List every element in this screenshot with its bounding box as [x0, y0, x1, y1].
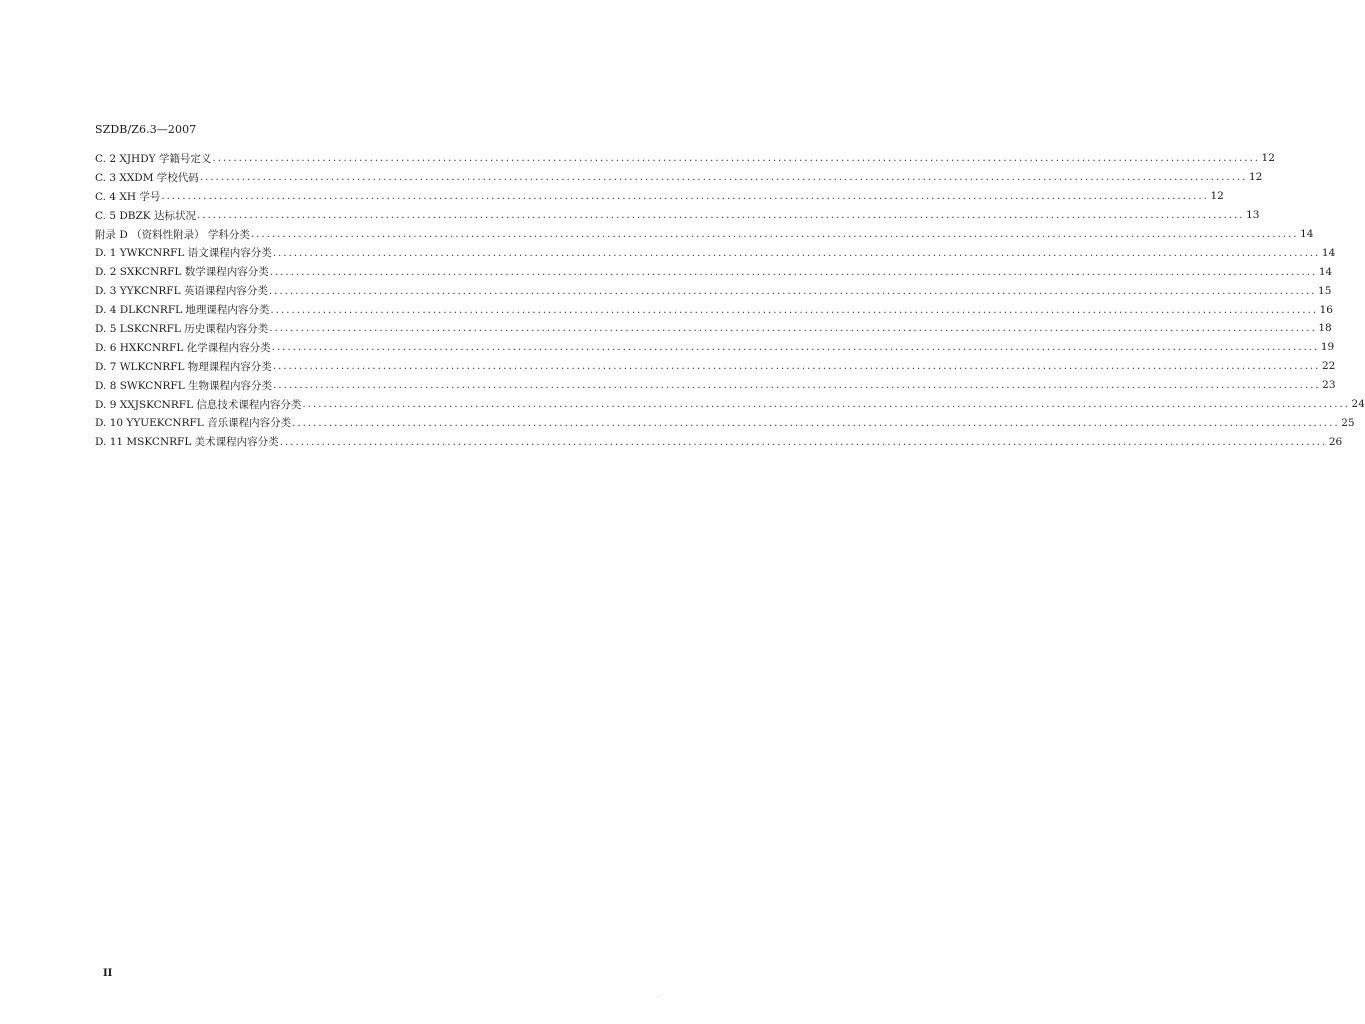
toc-entry	[95, 206, 1260, 225]
toc-entry	[95, 376, 1336, 395]
toc-entry	[95, 262, 1333, 281]
toc-entry-title: 附录 D （资料性附录） 学科分类	[95, 228, 250, 241]
toc-dot-leader: ........................................................................................................................................................................................................	[279, 435, 1328, 448]
toc-dot-leader: ........................................................................................................................................................................................................	[161, 190, 1209, 203]
toc-entry-page-number: 19	[1320, 341, 1335, 354]
toc-entry	[95, 319, 1332, 338]
toc-entry-title: C. 4 XH 学号	[95, 190, 161, 203]
toc-entry-title: D. 9 XXJSKCNRFL 信息技术课程内容分类	[95, 398, 302, 411]
toc-entry-page-number: 24	[1351, 398, 1365, 411]
toc-dot-leader: ........................................................................................................................................................................................................	[250, 228, 1299, 240]
toc-entry	[95, 395, 1365, 414]
toc-entry	[95, 281, 1332, 300]
toc-entry-page-number: 23	[1322, 379, 1336, 392]
toc-dot-leader: ........................................................................................................................................................................................................	[272, 360, 1321, 373]
toc-entry-title: D. 8 SWKCNRFL 生物课程内容分类	[95, 379, 273, 392]
toc-entry-title: C. 5 DBZK 达标状况	[95, 209, 196, 222]
toc-dot-leader: ........................................................................................................................................................................................................	[269, 265, 1318, 278]
toc-entry	[95, 357, 1336, 376]
toc-entry	[95, 187, 1224, 206]
scan-speck: ·	[658, 994, 660, 1001]
toc-entry-title: D. 11 MSKCNRFL 美术课程内容分类	[95, 436, 279, 449]
toc-entry-page-number: 16	[1319, 303, 1333, 316]
toc-entry-title: D. 10 YYUEKCNRFL 音乐课程内容分类	[95, 417, 292, 430]
toc-entry	[95, 432, 1343, 451]
toc-dot-leader: ........................................................................................................................................................................................................	[199, 171, 1248, 184]
toc-entry	[95, 225, 1314, 244]
toc-entry-title: D. 7 WLKCNRFL 物理课程内容分类	[95, 360, 272, 373]
toc-dot-leader: ........................................................................................................................................................................................................	[196, 209, 1245, 222]
toc-entry-title: D. 1 YWKCNRFL 语文课程内容分类	[95, 247, 272, 260]
toc-dot-leader: ........................................................................................................................................................................................................	[292, 416, 1340, 429]
toc-entry-title: D. 5 LSKCNRFL 历史课程内容分类	[95, 322, 269, 335]
toc-entry-page-number: 12	[1248, 171, 1263, 184]
toc-dot-leader: ........................................................................................................................................................................................................	[271, 341, 1320, 354]
toc-entry-page-number: 12	[1261, 152, 1275, 165]
toc-dot-leader: ........................................................................................................................................................................................................	[270, 303, 1318, 316]
toc-dot-leader: ........................................................................................................................................................................................................	[269, 322, 1317, 335]
toc-dot-leader: ........................................................................................................................................................................................................	[272, 246, 1321, 259]
toc-dot-leader: ........................................................................................................................................................................................................	[302, 398, 1350, 411]
toc-entry-page-number: 12	[1210, 190, 1224, 203]
toc-dot-leader: ........................................................................................................................................................................................................	[273, 379, 1321, 392]
toc-entry-page-number: 13	[1246, 209, 1260, 222]
toc-entry-page-number: 14	[1318, 265, 1333, 278]
toc-entry	[95, 243, 1336, 262]
toc-entry	[95, 300, 1333, 319]
toc-entry-title: C. 3 XXDM 学校代码	[95, 171, 199, 184]
toc-entry-page-number: 18	[1318, 322, 1332, 335]
toc-entry-page-number: 14	[1300, 228, 1314, 240]
toc-entry-page-number: 26	[1328, 435, 1343, 448]
toc-entry-page-number: 25	[1341, 416, 1355, 429]
toc-entry	[95, 413, 1355, 432]
toc-entry-page-number: 14	[1321, 246, 1336, 259]
toc-dot-leader: ........................................................................................................................................................................................................	[212, 152, 1260, 165]
toc-entry-title: D. 6 HXKCNRFL 化学课程内容分类	[95, 341, 271, 354]
toc-entry	[95, 149, 1275, 168]
toc-entry-page-number: 22	[1321, 360, 1336, 373]
toc-entry-page-number: 15	[1318, 284, 1332, 297]
toc-entry-title: D. 4 DLKCNRFL 地理课程内容分类	[95, 304, 270, 317]
toc-entry	[95, 168, 1263, 187]
toc-dot-leader: ........................................................................................................................................................................................................	[268, 284, 1317, 297]
document-header-standard-number: SZDB/Z6.3—2007	[95, 123, 197, 136]
table-of-contents	[95, 149, 1365, 451]
page-number-footer: II	[103, 968, 113, 979]
toc-entry-title: C. 2 XJHDY 学籍号定义	[95, 152, 212, 165]
toc-entry-title: D. 2 SXKCNRFL 数学课程内容分类	[95, 266, 269, 279]
toc-entry-title: D. 3 YYKCNRFL 英语课程内容分类	[95, 285, 268, 298]
toc-entry	[95, 338, 1335, 357]
